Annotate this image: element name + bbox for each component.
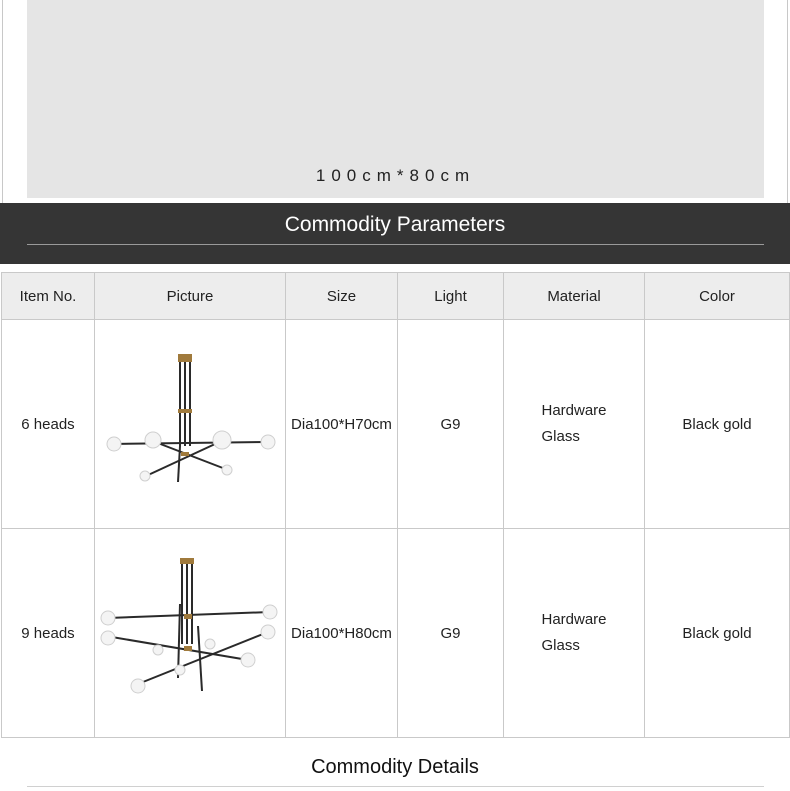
header-picture: Picture	[95, 273, 286, 320]
picture-cell	[95, 320, 286, 529]
banner-divider	[27, 244, 764, 245]
commodity-parameters-banner	[0, 203, 790, 264]
header-item-no: Item No.	[2, 273, 95, 320]
table-row	[2, 529, 790, 738]
item-cell: 6 heads	[2, 320, 95, 529]
color-cell: Black gold	[645, 320, 790, 529]
frame-edge-left	[2, 0, 3, 203]
chandelier-6-heads-image	[100, 352, 280, 492]
material-line: Glass	[541, 428, 580, 445]
light-cell: G9	[398, 529, 504, 738]
material-line: Hardware	[541, 402, 607, 419]
header-color: Color	[645, 273, 790, 320]
size-cell: Dia100*H80cm	[286, 529, 398, 738]
parameters-table	[1, 272, 790, 738]
details-divider	[27, 786, 764, 787]
color-cell: Black gold	[645, 529, 790, 738]
header-size: Size	[286, 273, 398, 320]
light-cell: G9	[398, 320, 504, 529]
banner-title: Commodity Parameters	[284, 213, 506, 236]
header-material: Material	[504, 273, 645, 320]
dimension-label: 100cm*80cm	[315, 166, 476, 185]
material-line: Hardware	[541, 611, 607, 628]
picture-cell	[95, 529, 286, 738]
material-line: Glass	[541, 637, 580, 654]
item-cell: 9 heads	[2, 529, 95, 738]
size-cell: Dia100*H70cm	[286, 320, 398, 529]
header-light: Light	[398, 273, 504, 320]
frame-edge-right	[787, 0, 788, 203]
table-header-row	[2, 273, 790, 320]
size-image-frame	[0, 0, 790, 203]
material-cell	[504, 529, 645, 738]
chandelier-9-heads-image	[98, 556, 283, 706]
commodity-details-title: Commodity Details	[311, 756, 479, 778]
material-cell	[504, 320, 645, 529]
table-row	[2, 320, 790, 529]
